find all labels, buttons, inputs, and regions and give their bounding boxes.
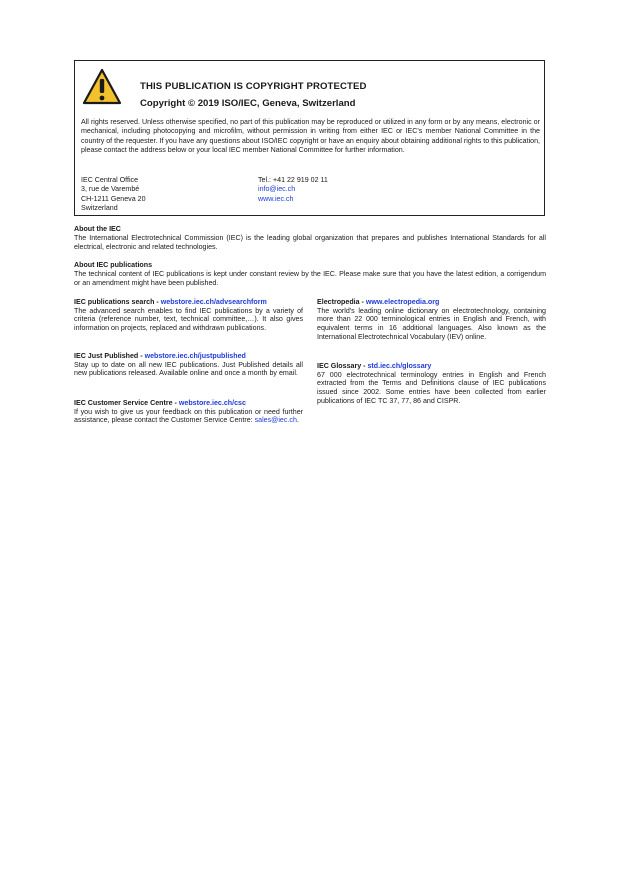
warning-triangle-icon bbox=[82, 67, 122, 107]
block-text: The world's leading online dictionary on electrotechnology, containing more than 22 000 terminological entries in English and French, with equivalent terms in 16 additional languages. Also known as the International Electrotechnical Vocabulary (IEV) online. bbox=[317, 306, 546, 341]
copyright-heading: THIS PUBLICATION IS COPYRIGHT PROTECTED bbox=[140, 81, 367, 92]
block-text: If you wish to give us your feedback on this publication or need further assistance, please contact the Customer Service Centre: sales@iec.ch. bbox=[74, 407, 303, 425]
about-publications-section bbox=[74, 261, 546, 287]
copyright-subheading: Copyright © 2019 ISO/IEC, Geneva, Switzerland bbox=[140, 98, 356, 109]
electropedia-link[interactable]: www.electropedia.org bbox=[365, 298, 440, 306]
block-title: Electropedia - www.electropedia.org bbox=[317, 298, 440, 306]
block-title: IEC Glossary - std.iec.ch/glossary bbox=[317, 362, 432, 370]
contact-details bbox=[258, 176, 328, 204]
about-iec-section bbox=[74, 225, 546, 251]
section-text: The technical content of IEC publications is kept under constant review by the IEC. Please make sure that you have the latest edition, a corrigendum or an amendment might have been published. bbox=[74, 269, 546, 287]
rights-statement: All rights reserved. Unless otherwise specified, no part of this publication may be reproduced or utilized in any form or by any means, electronic or mechanical, including photocopying and microfilm, without permission in writing from either IEC or IEC's member National Committee in the country of the requester. If you have any questions about ISO/IEC copyright or have an enquiry about obtaining additional rights to this publication, please contact the address below or your local IEC member National Committee for further information. bbox=[81, 118, 541, 154]
block-text: 67 000 electrotechnical terminology entries in English and French extracted from the Terms and Definitions clause of IEC publications issued since 2002. Some entries have been collected from earlier publications of IEC TC 37, 77, 86 and CISPR. bbox=[317, 370, 546, 405]
copyright-notice-box bbox=[74, 60, 545, 216]
email-link[interactable]: info@iec.ch bbox=[258, 185, 296, 194]
block-title: IEC publications search - webstore.iec.ch/advsearchform bbox=[74, 298, 267, 306]
glossary-link[interactable]: std.iec.ch/glossary bbox=[367, 362, 432, 370]
advsearch-link[interactable]: webstore.iec.ch/advsearchform bbox=[160, 298, 267, 306]
address-line: IEC Central Office bbox=[81, 176, 139, 184]
section-text: The International Electrotechnical Commission (IEC) is the leading global organization that prepares and publishes International Standards for all electrical, electronic and related technologies. bbox=[74, 233, 546, 251]
publications-search-block bbox=[74, 298, 303, 333]
block-title: IEC Customer Service Centre - webstore.iec.ch/csc bbox=[74, 399, 246, 407]
section-title: About the IEC bbox=[74, 225, 121, 233]
block-text: Stay up to date on all new IEC publications. Just Published details all new publications released. Available online and once a month by email. bbox=[74, 360, 303, 378]
block-text: The advanced search enables to find IEC publications by a variety of criteria (reference number, text, technical committee,…). It also gives information on projects, replaced and withdrawn publications. bbox=[74, 306, 303, 333]
address-line: Switzerland bbox=[81, 204, 118, 213]
website-link[interactable]: www.iec.ch bbox=[258, 194, 294, 203]
glossary-block bbox=[317, 362, 546, 406]
electropedia-block bbox=[317, 298, 546, 342]
just-published-block bbox=[74, 352, 303, 378]
justpublished-link[interactable]: webstore.iec.ch/justpublished bbox=[144, 352, 246, 360]
section-title: About IEC publications bbox=[74, 261, 153, 269]
address-line: 3, rue de Varembé bbox=[81, 185, 140, 194]
customer-service-block bbox=[74, 399, 303, 425]
block-title: IEC Just Published - webstore.iec.ch/justpublished bbox=[74, 352, 246, 360]
office-address bbox=[81, 176, 146, 214]
telephone: Tel.: +41 22 919 02 11 bbox=[258, 176, 328, 184]
csc-link[interactable]: webstore.iec.ch/csc bbox=[178, 399, 246, 407]
address-line: CH-1211 Geneva 20 bbox=[81, 194, 146, 203]
sales-email-link[interactable]: sales@iec.ch bbox=[254, 416, 297, 425]
